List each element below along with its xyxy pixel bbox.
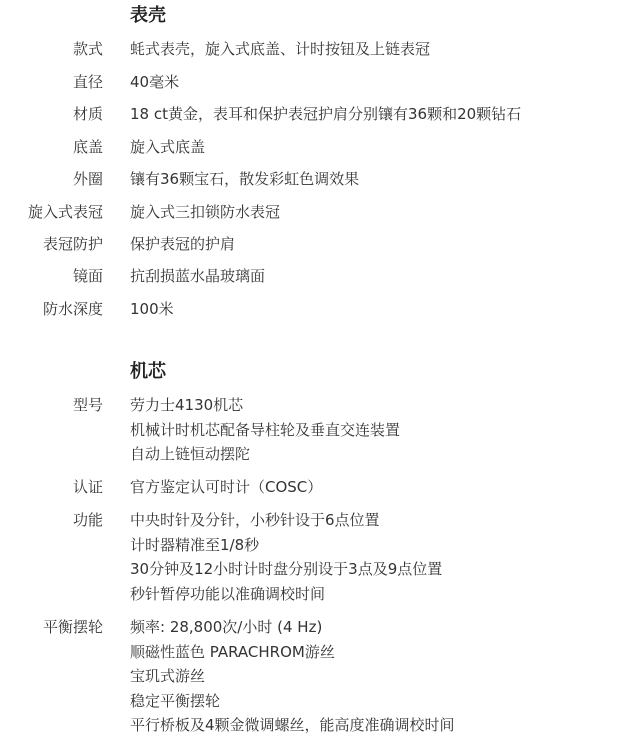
spec-label: 旋入式表冠 [27,203,103,221]
spec-value [130,232,235,257]
spec-value-line: 旋入式三扣锁防水表冠 [130,203,281,221]
spec-value-line: 40毫米 [130,73,180,91]
spec-value [130,615,455,738]
spec-value-line: 中央时针及分针，小秒针设于6点位置 [130,511,380,529]
spec-value-line: 机械计时机芯配备导柱轮及垂直交连装置 [130,420,401,439]
spec-value [130,297,174,322]
movement-section-title: 机芯 [130,361,166,382]
spec-value-line: 保护表冠的护肩 [130,235,236,253]
spec-value-line: 18 ct黄金，表耳和保护表冠护肩分别镶有36颗和20颗钻石 [130,105,522,123]
spec-value-line: 秒针暂停功能以准确调校时间 [130,584,326,603]
spec-label: 防水深度 [42,300,103,318]
spec-value [130,37,430,62]
spec-label: 功能 [72,511,103,529]
spec-label: 表冠防护 [42,235,103,253]
spec-value [130,200,280,225]
spec-label: 直径 [72,73,103,91]
spec-value-line: 抗刮损蓝水晶玻璃面 [130,267,266,285]
spec-value [130,393,400,467]
case-section-title: 表壳 [130,5,166,26]
spec-value-line: 稳定平衡摆轮 [130,691,221,710]
spec-value-line: 镶有36颗宝石，散发彩虹色调效果 [130,170,360,188]
spec-value-line: 频率: 28,800次/小时 (4 Hz) [130,618,323,636]
spec-value-line: 蚝式表壳，旋入式底盖、计时按钮及上链表冠 [130,40,431,58]
spec-value-line: 顺磁性蓝色 PARACHROM游丝 [130,642,335,661]
spec-label: 平衡摆轮 [42,618,103,636]
spec-value [130,135,205,160]
spec-value [130,102,521,127]
spec-label: 材质 [72,105,103,123]
spec-value-line: 劳力士4130机芯 [130,396,244,414]
spec-label: 认证 [72,478,103,496]
spec-label: 型号 [72,396,103,414]
spec-value-line: 旋入式底盖 [130,138,206,156]
spec-label: 外圈 [72,170,103,188]
spec-label: 款式 [72,40,103,58]
spec-value [130,167,359,192]
spec-value-line: 100米 [130,300,174,318]
spec-value-line: 官方鉴定认可时计（COSC） [130,478,323,496]
spec-value [130,475,322,500]
spec-value-line: 自动上链恒动摆陀 [130,445,251,463]
spec-label: 底盖 [72,138,103,156]
spec-label: 镜面 [72,267,103,285]
spec-value-line: 30分钟及12小时计时盘分别设于3点及9点位置 [130,560,443,578]
spec-value-line: 计时器精准至1/8秒 [130,535,260,554]
spec-value [130,508,442,606]
spec-value [130,70,179,95]
spec-value-line: 平行桥板及4颗金微调螺丝，能高度准确调校时间 [130,716,455,734]
spec-value [130,264,265,289]
spec-value-line: 宝玑式游丝 [130,667,206,685]
